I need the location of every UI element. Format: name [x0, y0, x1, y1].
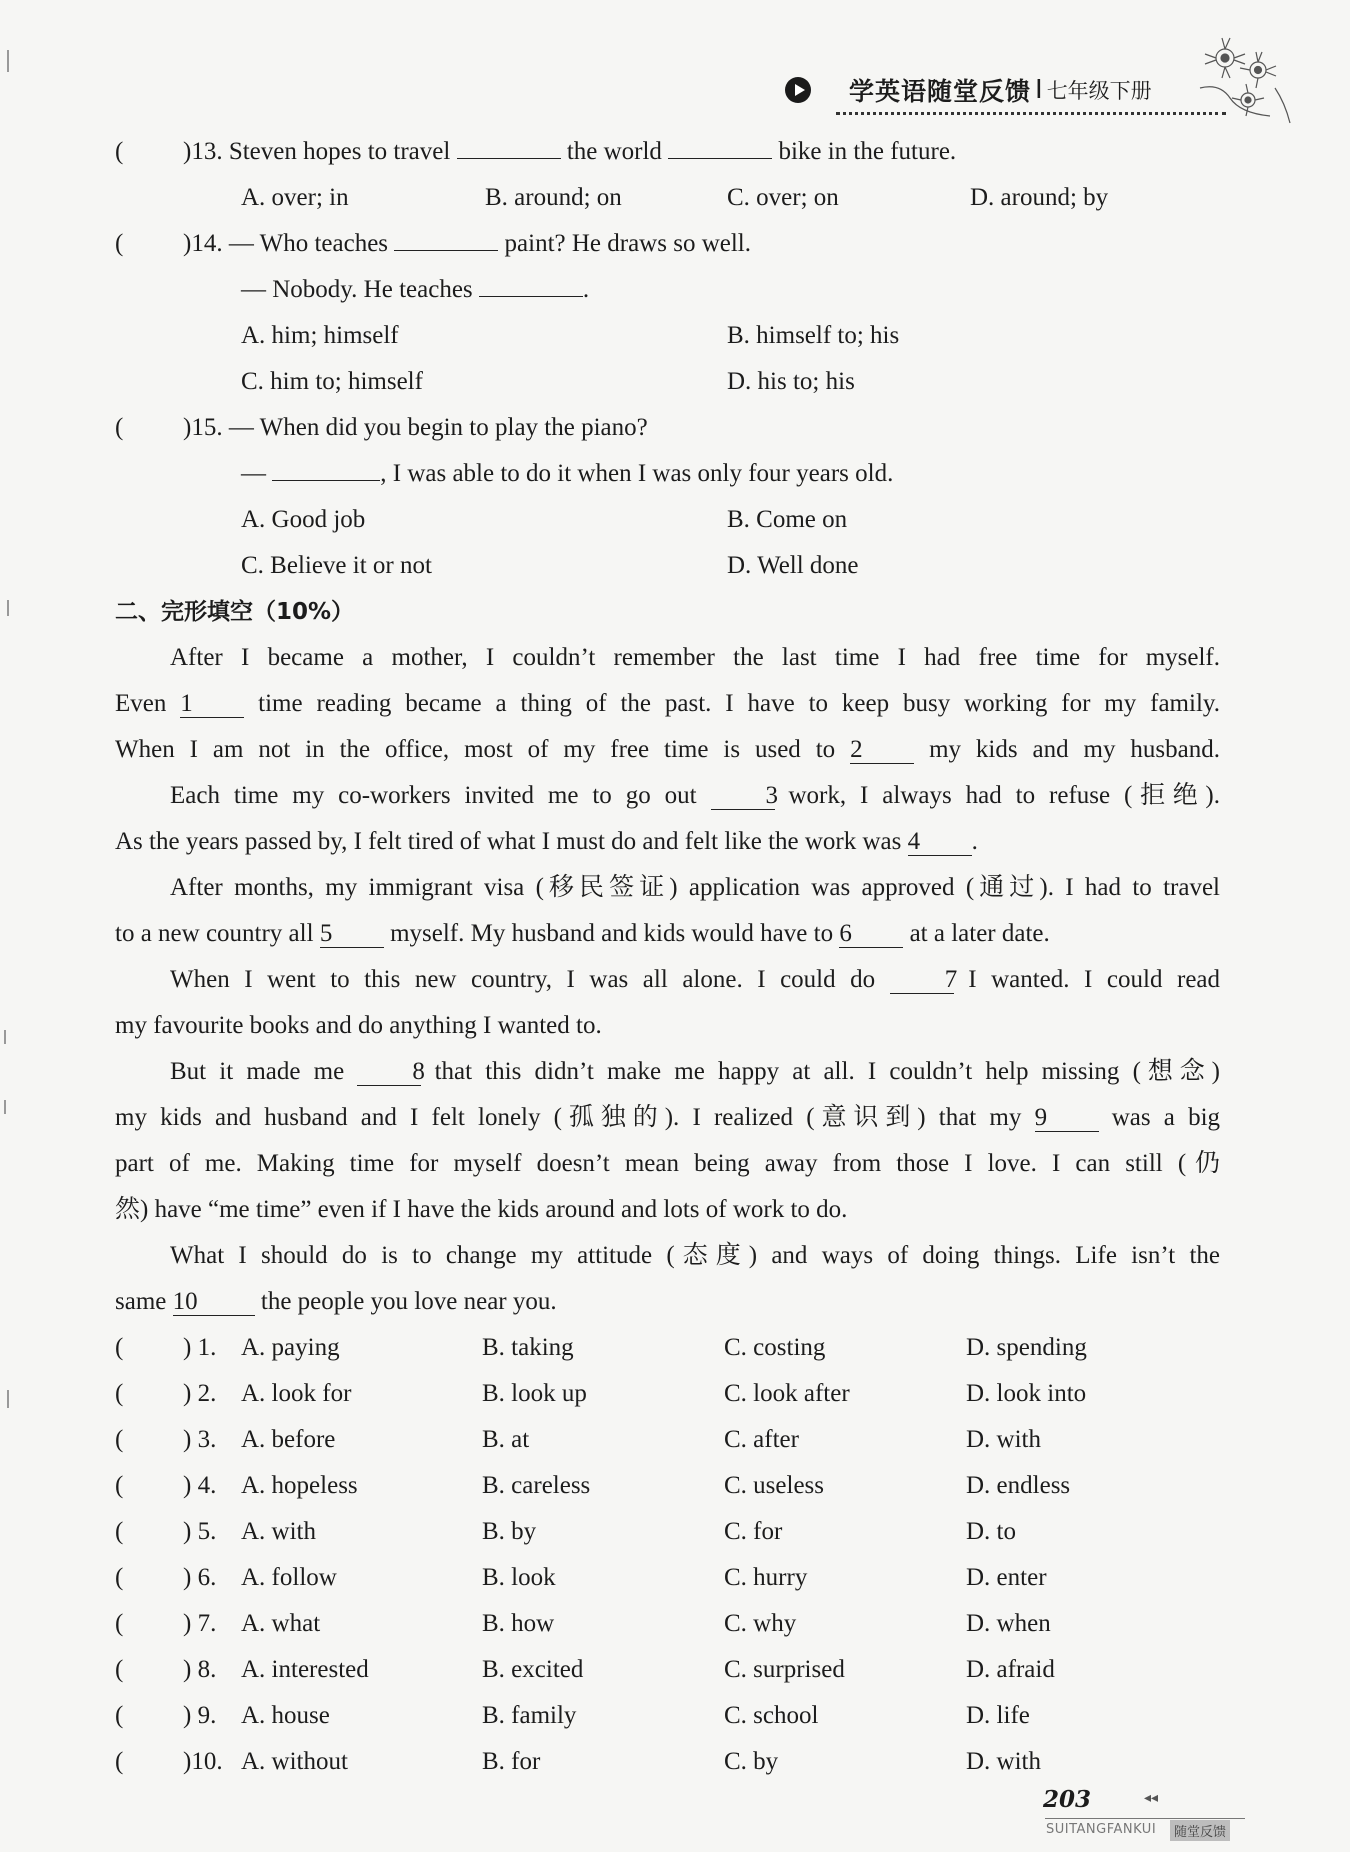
passage-line: 然) have “me time” even if I have the kids around and lots of work to do.: [115, 1196, 848, 1223]
option-a: A. over; in: [241, 184, 349, 211]
question-15-reply: [241, 459, 893, 489]
stem-text: )13. Steven hopes to travel: [183, 138, 451, 165]
option-b: B. how: [482, 1610, 555, 1637]
arrows-icon: ◂◂: [1144, 1790, 1159, 1806]
passage-text: was a big: [1111, 1104, 1221, 1131]
passage-text: my kids and my husband.: [929, 736, 1221, 763]
scan-edge-mark: [4, 1030, 6, 1044]
option-a: A. him; himself: [241, 322, 399, 349]
passage-line: [115, 781, 1220, 811]
option-c: C. look after: [724, 1380, 850, 1407]
passage-text: work, I always had to refuse (拒绝).: [788, 782, 1221, 809]
option-c: C. by: [724, 1748, 779, 1775]
cloze-blank-4: 4: [908, 829, 972, 856]
option-number: ) 3.: [183, 1426, 217, 1453]
passage-line: [115, 1287, 1220, 1317]
option-d: D. his to; his: [727, 368, 855, 395]
section-title: 二、完形填空（10%）: [115, 599, 355, 625]
passage-line: [115, 1103, 1220, 1133]
option-b: B. at: [482, 1426, 530, 1453]
option-a: A. interested: [241, 1656, 369, 1683]
option-c: C. why: [724, 1610, 797, 1637]
passage-line: [115, 689, 1220, 719]
passage-text: .: [971, 828, 978, 855]
passage-text: same: [115, 1288, 167, 1315]
option-c: C. him to; himself: [241, 368, 423, 395]
question-14-reply: [241, 275, 589, 305]
option-b: B. family: [482, 1702, 577, 1729]
stem-text: bike in the future.: [778, 138, 957, 165]
option-d: D. life: [966, 1702, 1030, 1729]
passage-text: myself. My husband and kids would have to: [390, 920, 834, 947]
answer-blank: [479, 296, 583, 297]
option-d: D. spending: [966, 1334, 1087, 1361]
option-a: A. before: [241, 1426, 336, 1453]
option-a: A. hopeless: [241, 1472, 358, 1499]
option-number: ) 4.: [183, 1472, 217, 1499]
answer-paren: (: [115, 414, 124, 441]
option-number: ) 5.: [183, 1518, 217, 1545]
stem-text: —: [241, 460, 266, 487]
option-a: A. Good job: [241, 506, 366, 533]
option-d: D. with: [966, 1748, 1041, 1775]
option-b: B. look: [482, 1564, 556, 1591]
answer-paren: (: [115, 1748, 124, 1775]
answer-paren: (: [115, 1334, 124, 1361]
cloze-blank-7: 7: [890, 967, 954, 994]
passage-text: Even: [115, 690, 167, 717]
option-b: B. careless: [482, 1472, 591, 1499]
option-d: D. look into: [966, 1380, 1087, 1407]
answer-paren: (: [115, 230, 124, 257]
option-a: A. follow: [241, 1564, 337, 1591]
passage-line: [115, 1057, 1220, 1087]
cloze-blank-3: 3: [711, 783, 775, 810]
stem-text: paint? He draws so well.: [504, 230, 751, 257]
scan-edge-mark: [7, 1390, 9, 1408]
option-b: B. excited: [482, 1656, 584, 1683]
header-title: 学英语随堂反馈: [849, 77, 1032, 106]
stem-text: )14. — Who teaches: [183, 230, 389, 257]
passage-text: that this didn’t make me happy at all. I couldn’t help missing (想念): [434, 1058, 1220, 1085]
option-b: B. around; on: [485, 184, 622, 211]
option-number: ) 1.: [183, 1334, 217, 1361]
option-c: C. Believe it or not: [241, 552, 432, 579]
option-d: D. around; by: [970, 184, 1109, 211]
passage-text: I wanted. I could read: [968, 966, 1221, 993]
question-15-stem: )15. — When did you begin to play the piano?: [183, 414, 648, 441]
option-d: D. when: [966, 1610, 1051, 1637]
passage-text: the people you love near you.: [260, 1288, 557, 1315]
option-c: C. school: [724, 1702, 819, 1729]
header-separator: I: [1035, 75, 1043, 105]
option-c: C. after: [724, 1426, 799, 1453]
passage-text: When I went to this new country, I was all alone. I could do: [170, 966, 876, 993]
answer-paren: (: [115, 1656, 124, 1683]
option-d: D. to: [966, 1518, 1016, 1545]
answer-paren: (: [115, 1610, 124, 1637]
play-icon: [785, 77, 811, 103]
stem-text: the world: [566, 138, 662, 165]
answer-paren: (: [115, 1518, 124, 1545]
option-a: A. paying: [241, 1334, 340, 1361]
cloze-blank-10: 10: [173, 1289, 255, 1316]
option-b: B. for: [482, 1748, 541, 1775]
option-d: D. with: [966, 1426, 1041, 1453]
passage-text: Each time my co-workers invited me to go out: [170, 782, 697, 809]
passage-text: When I am not in the office, most of my free time is used to: [115, 736, 836, 763]
option-c: C. over; on: [727, 184, 839, 211]
answer-blank: [272, 480, 380, 481]
option-a: A. without: [241, 1748, 348, 1775]
answer-blank: [394, 250, 498, 251]
passage-line: my favourite books and do anything I wanted to.: [115, 1012, 602, 1039]
option-d: D. endless: [966, 1472, 1071, 1499]
passage-line: After months, my immigrant visa (移民签证) application was approved (通过). I had to travel: [170, 874, 1220, 901]
passage-text: to a new country all: [115, 920, 314, 947]
footer-brand-en: SUITANGFANKUI: [1046, 1822, 1157, 1837]
scan-edge-mark: [7, 600, 9, 616]
option-c: C. for: [724, 1518, 783, 1545]
page-header: [785, 70, 1152, 110]
passage-text: But it made me: [170, 1058, 345, 1085]
question-13-stem: [183, 137, 956, 167]
option-c: C. hurry: [724, 1564, 808, 1591]
option-c: C. costing: [724, 1334, 826, 1361]
option-a: A. look for: [241, 1380, 352, 1407]
option-b: B. Come on: [727, 506, 848, 533]
answer-blank: [457, 158, 561, 159]
option-d: D. Well done: [727, 552, 859, 579]
stem-text: .: [582, 276, 590, 303]
answer-paren: (: [115, 1564, 124, 1591]
scan-edge-mark: [4, 1100, 6, 1114]
option-a: A. house: [241, 1702, 330, 1729]
option-d: D. afraid: [966, 1656, 1055, 1683]
answer-paren: (: [115, 1380, 124, 1407]
option-b: B. look up: [482, 1380, 587, 1407]
passage-line: After I became a mother, I couldn’t remember the last time I had free time for myself.: [170, 644, 1220, 671]
passage-text: time reading became a thing of the past. I have to keep busy working for my family.: [258, 690, 1221, 717]
option-a: A. what: [241, 1610, 321, 1637]
option-number: ) 2.: [183, 1380, 217, 1407]
answer-blank: [668, 158, 772, 159]
stem-text: , I was able to do it when I was only four years old.: [380, 460, 894, 487]
answer-paren: (: [115, 1472, 124, 1499]
passage-line: part of me. Making time for myself doesn’t mean being away from those I love. I can still (仍: [115, 1150, 1220, 1177]
cloze-blank-1: 1: [180, 691, 244, 718]
option-c: C. surprised: [724, 1656, 845, 1683]
option-number: ) 9.: [183, 1702, 217, 1729]
passage-line: [115, 735, 1220, 765]
flower-decoration-icon: [1190, 28, 1300, 138]
cloze-blank-9: 9: [1035, 1105, 1099, 1132]
header-dotted-rule: [836, 112, 1226, 115]
passage-text: my kids and husband and I felt lonely (孤独的). I realized (意识到) that my: [115, 1104, 1022, 1131]
question-14-stem: [183, 229, 751, 259]
cloze-blank-2: 2: [850, 737, 914, 764]
passage-line: [115, 827, 1220, 857]
option-a: A. with: [241, 1518, 316, 1545]
answer-paren: (: [115, 1702, 124, 1729]
cloze-blank-5: 5: [320, 921, 384, 948]
option-d: D. enter: [966, 1564, 1047, 1591]
cloze-blank-6: 6: [839, 921, 903, 948]
option-b: B. taking: [482, 1334, 574, 1361]
passage-line: [115, 965, 1220, 995]
header-subtitle: 七年级下册: [1046, 79, 1152, 103]
footer-rule: [1045, 1818, 1245, 1819]
option-b: B. by: [482, 1518, 537, 1545]
option-number: ) 8.: [183, 1656, 217, 1683]
passage-line: What I should do is to change my attitude (态度) and ways of doing things. Life isn’t the: [170, 1242, 1220, 1269]
footer-brand-cn: 随堂反馈: [1170, 1820, 1230, 1841]
passage-line: [115, 919, 1220, 949]
answer-paren: (: [115, 1426, 124, 1453]
option-number: )10.: [183, 1748, 223, 1775]
stem-text: — Nobody. He teaches: [241, 276, 473, 303]
option-number: ) 7.: [183, 1610, 217, 1637]
page-number: 203: [1043, 1786, 1092, 1813]
option-b: B. himself to; his: [727, 322, 900, 349]
cloze-blank-8: 8: [357, 1059, 421, 1086]
passage-text: at a later date.: [909, 920, 1050, 947]
option-number: ) 6.: [183, 1564, 217, 1591]
scan-edge-mark: [7, 50, 9, 72]
answer-paren: (: [115, 138, 124, 165]
passage-text: As the years passed by, I felt tired of what I must do and felt like the work was: [115, 828, 902, 855]
option-c: C. useless: [724, 1472, 824, 1499]
